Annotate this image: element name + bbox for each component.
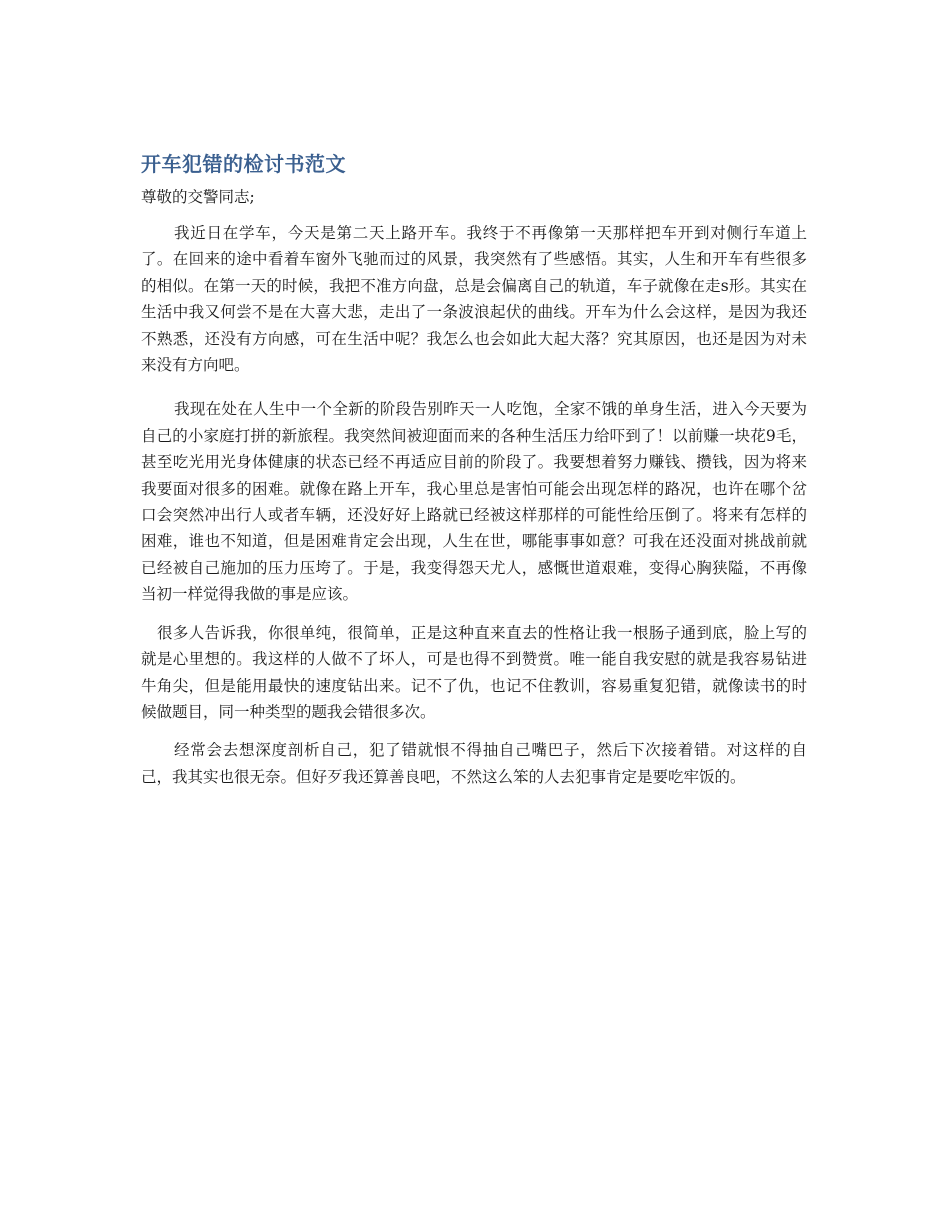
body-paragraph-2: 我现在处在人生中一个全新的阶段告别昨天一人吃饱，全家不饿的单身生活，进入今天要为自己的小家庭打拼的新旅程。我突然间被迎面而来的各种生活压力给吓到了！以前赚一块花9毛，甚至吃光用光身体健康的状态已经不再适应目前的阶段了。我要想着努力赚钱、攒钱，因为将来我要面对很多的困难。就像在路上开车，我心里总是害怕可能会出现怎样的路况，也许在哪个岔口会突然冲出行人或者车辆，还没好好上路就已经被这样那样的可能性给压倒了。将来有怎样的困难，谁也不知道，但是困难肯定会出现，人生在世，哪能事事如意？可我在还没面对挑战前就已经被自己施加的压力压垮了。于是，我变得怨天尤人，感慨世道艰难，变得心胸狭隘，不再像当初一样觉得我做的事是应该。 (141, 400, 807, 604)
body-paragraph-4: 经常会去想深度剖析自己，犯了错就恨不得抽自己嘴巴子，然后下次接着错。对这样的自己，我其实也很无奈。但好歹我还算善良吧，不然这么笨的人去犯事肯定是要吃牢饭的。 (141, 741, 807, 786)
document-title: 开车犯错的检讨书范文 (141, 152, 346, 176)
body-paragraph-1: 我近日在学车，今天是第二天上路开车。我终于不再像第一天那样把车开到对侧行车道上了。在回来的途中看着车窗外飞驰而过的风景，我突然有了些感悟。其实，人生和开车有些很多的相似。在第一天的时候，我把不准方向盘，总是会偏离自己的轨道，车子就像在走s形。其实在生活中我又何尝不是在大喜大悲，走出了一条波浪起伏的曲线。开车为什么会这样，是因为我还不熟悉，还没有方向感，可在生活中呢？我怎么也会如此大起大落？究其原因，也还是因为对未来没有方向吧。 (141, 224, 807, 375)
body-paragraph-3: 很多人告诉我，你很单纯，很简单，正是这种直来直去的性格让我一根肠子通到底，脸上写的就是心里想的。我这样的人做不了坏人，可是也得不到赞赏。唯一能自我安慰的就是我容易钻进牛角尖，但是能用最快的速度钻出来。记不了仇，也记不住教训，容易重复犯错，就像读书的时候做题目，同一种类型的题我会错很多次。 (141, 623, 807, 721)
salutation: 尊敬的交警同志; (141, 188, 255, 206)
document-page (141, 150, 807, 790)
